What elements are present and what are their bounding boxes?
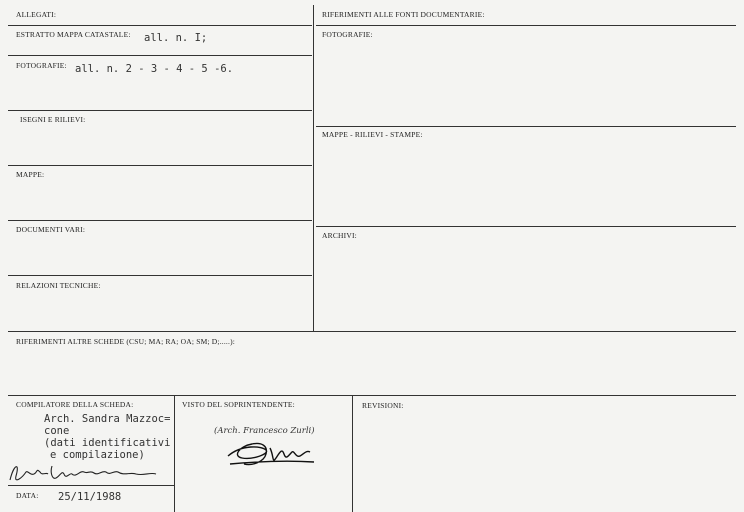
rule-left-5 <box>8 220 312 221</box>
riferimenti-altre-schede-label: RIFERIMENTI ALTRE SCHEDE (CSU; MA; RA; OA; SM; D;.....): <box>16 337 236 346</box>
mappe-label: MAPPE: <box>16 170 45 179</box>
allegati-label: ALLEGATI: <box>16 10 57 19</box>
bottom-divider-1 <box>174 395 175 512</box>
archivi-label: ARCHIVI: <box>322 231 357 240</box>
center-divider <box>313 5 314 331</box>
estratto-mappa-label: ESTRATTO MAPPA CATASTALE: <box>16 30 131 39</box>
compilatore-line-3: (dati identificativi <box>44 437 171 449</box>
compilatore-line-1: Arch. Sandra Mazzoc= <box>44 413 171 425</box>
rule-left-2 <box>8 55 312 56</box>
relazioni-tecniche-label: RELAZIONI TECNICHE: <box>16 281 101 290</box>
rule-left-6 <box>8 275 312 276</box>
compilatore-line-4: e compilazione) <box>50 449 145 461</box>
riferimenti-fonti-label: RIFERIMENTI ALLE FONTI DOCUMENTARIE: <box>322 10 485 19</box>
fotografie-right-label: FOTOGRAFIE: <box>322 30 373 39</box>
data-label: DATA: <box>16 491 39 500</box>
data-value: 25/11/1988 <box>58 491 122 503</box>
rule-right-2 <box>316 126 736 127</box>
bottom-divider-2 <box>352 395 353 512</box>
documenti-vari-label: DOCUMENTI VARI: <box>16 225 86 234</box>
fotografie-label: FOTOGRAFIE: <box>16 61 67 70</box>
soprintendente-name: (Arch. Francesco Zurli) <box>214 426 315 436</box>
disegni-rilievi-label: ISEGNI E RILIEVI: <box>20 115 86 124</box>
mappe-rilievi-stampe-label: MAPPE - RILIEVI - STAMPE: <box>322 130 423 139</box>
rule-left-4 <box>8 165 312 166</box>
rule-full-2 <box>8 395 736 396</box>
fotografie-value: all. n. 2 - 3 - 4 - 5 -6. <box>75 63 234 75</box>
estratto-mappa-value: all. n. I; <box>144 32 208 44</box>
rule-left-1 <box>8 25 312 26</box>
rule-full-1 <box>8 331 736 332</box>
compilatore-signature <box>6 458 166 488</box>
visto-soprintendente-label: VISTO DEL SOPRINTENDENTE: <box>182 400 295 409</box>
rule-right-3 <box>316 226 736 227</box>
soprintendente-signature <box>222 436 322 470</box>
compilatore-label: COMPILATORE DELLA SCHEDA: <box>16 400 134 409</box>
compilatore-line-2: cone <box>44 425 70 437</box>
rule-left-3 <box>8 110 312 111</box>
rule-right-1 <box>316 25 736 26</box>
revisioni-label: REVISIONI: <box>362 401 404 410</box>
